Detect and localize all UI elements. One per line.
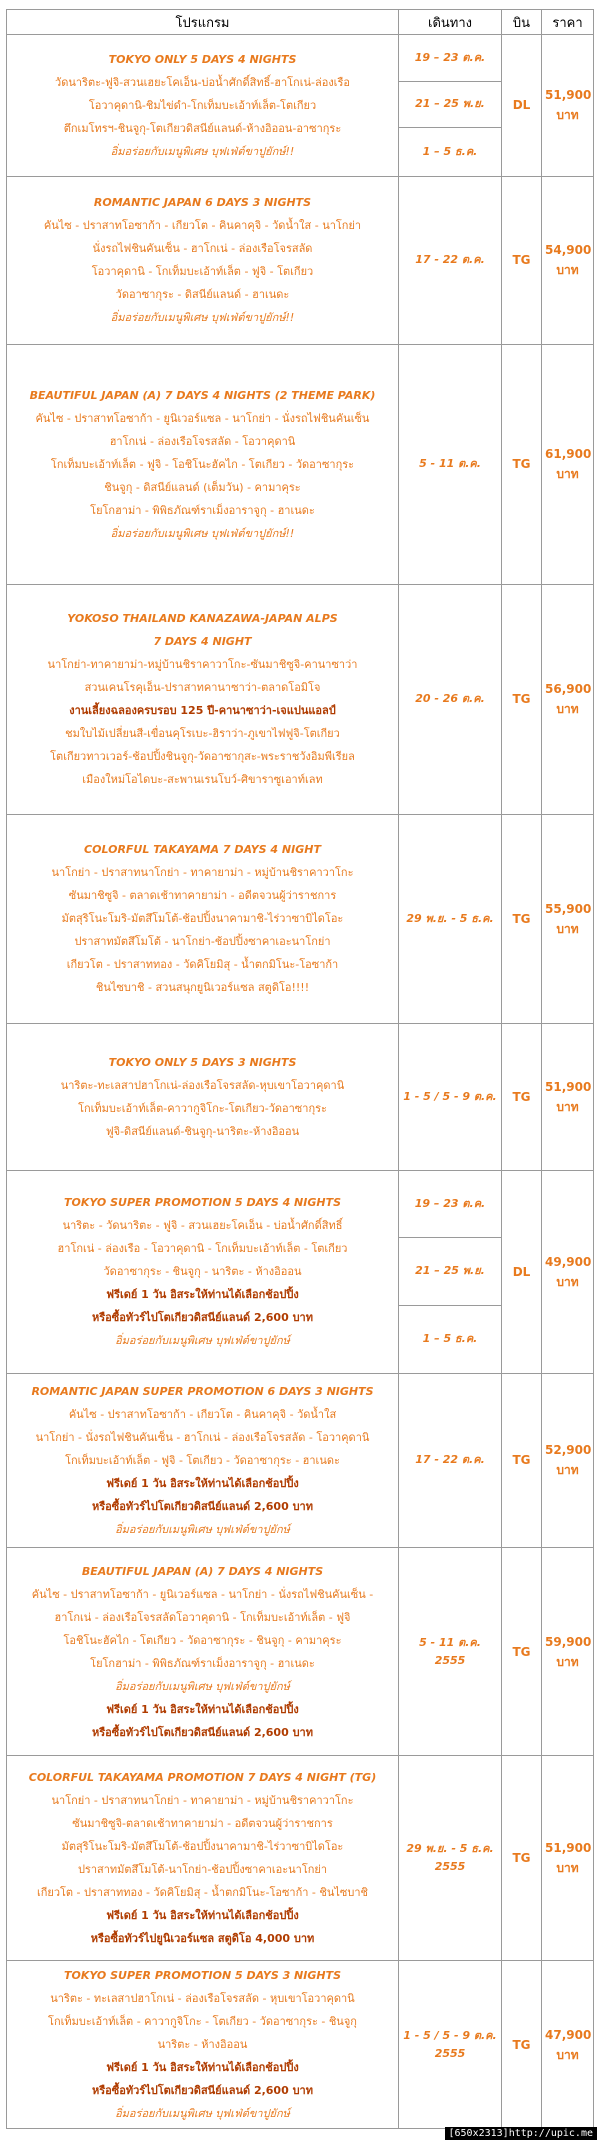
program-line: ปราสาทมัตสึโมโต้-นาโกย่า-ช้อปปิ้งซาคาเอะนาโกย่า [77, 1863, 328, 1877]
program-title: ROMANTIC JAPAN SUPER PROMOTION 6 DAYS 3 NIGHTS [31, 1384, 374, 1398]
price-unit: บาท [556, 1099, 579, 1114]
program-line: นาโกย่า - ปราสาทนาโกย่า - ทาคายาม่า - หมู่บ้านชิราคาวาโกะ [51, 1794, 354, 1808]
program-line: คันไซ - ปราสาทโอซาก้า - ยูนิเวอร์แซล - นาโกย่า - นั่งรถไฟชินคันเซ็น [35, 411, 370, 425]
departure-date: 1 - 5 / 5 - 9 ต.ค. [403, 2028, 497, 2042]
departure-date: 5 - 11 ต.ค. 2555 [419, 1635, 481, 1667]
program-line: อิ่มอร่อยกับเมนูพิเศษ บุฟเฟ่ต์ขาปูยักษ์ [115, 2107, 290, 2121]
program-line: อิ่มอร่อยกับเมนูพิเศษ บุฟเฟ่ต์ขาปูยักษ์ [115, 1679, 290, 1693]
departure-date-cell [399, 1023, 502, 1170]
program-line: วัดอาซากุระ - ชินจูกุ - นาริตะ - ห้างอิออน [103, 1265, 302, 1279]
program-line: อิ่มอร่อยกับเมนูพิเศษ บุฟเฟ่ต์ขาปูยักษ์ [115, 1522, 290, 1536]
price-unit: บาท [556, 702, 579, 717]
program-line: ซันมาชิซูจิ - ตลาดเช้าทาคายาม่า - อดีตจวนผู้ว่าราชการ [68, 889, 337, 903]
table-row [7, 1756, 594, 1961]
airline-cell: TG [502, 584, 542, 814]
price-value: 49,900 [545, 1254, 592, 1269]
price-unit: บาท [556, 1654, 579, 1669]
program-title: YOKOSO THAILAND KANAZAWA-JAPAN ALPS [67, 612, 338, 626]
program-line: โอวาคุดานิ-ชิมไข่ดำ-โกเท็มบะเอ้าท์เล็ต-โตเกียว [88, 98, 317, 112]
tour-price-table [6, 9, 594, 2129]
program-line: ปราสาทมัตสึโมโต้ - นาโกย่า-ช้อปปิ้งซาคาเอะนาโกย่า [74, 935, 331, 949]
price-cell [542, 1171, 594, 1374]
program-line: อิ่มอร่อยกับเมนูพิเศษ บุฟเฟ่ต์ขาปูยักษ์!! [110, 144, 295, 158]
price-value: 61,900 [545, 447, 592, 462]
program-title: COLORFUL TAKAYAMA PROMOTION 7 DAYS 4 NIGHT (TG) [28, 1771, 377, 1785]
program-line: ฟรีเดย์ 1 วัน อิสระให้ท่านได้เลือกช้อปปิ้ง [106, 1702, 299, 1716]
price-value: 47,900 [545, 2027, 592, 2042]
airline-cell: TG [502, 176, 542, 344]
departure-date: 21 – 25 พ.ย. [415, 97, 485, 111]
departure-date: 2555 [434, 1860, 466, 1874]
program-line: ชมใบไม้เปลี่ยนสี-เขื่อนคุโรเบะ-ฮิราว่า-ภูเขาไฟฟูจิ-โตเกียว [65, 727, 340, 741]
program-line: ฟรีเดย์ 1 วัน อิสระให้ท่านได้เลือกช้อปปิ้ง [106, 1288, 299, 1302]
program-line: มัตสุริโนะโมริ-มัตสึโมโต้-ช้อปปิ้งนาคามาชิ-ไร่วาซาบิไดโอะ [61, 1840, 344, 1854]
program-line: สวนเคนโรคุเอ็น-ปราสาทคานาซาว่า-ตลาดโอมิโจ [84, 681, 321, 695]
header-airline: บิน [502, 10, 542, 35]
departure-date-cell [399, 81, 502, 128]
program-line: เมืองใหม่โอไดบะ-สะพานเรนโบว์-ศิขาราซูเอาท์เลท [82, 773, 323, 787]
program-line: นาริตะ - ห้างอิออน [157, 2038, 248, 2052]
table-row [7, 344, 594, 584]
program-cell [7, 584, 399, 814]
departure-date: 5 - 11 ต.ค. [419, 457, 481, 471]
program-line: นั่งรถไฟชินคันเซ็น - ฮาโกเน่ - ล่องเรือโจรสลัด [92, 242, 313, 256]
program-line: โอวาคุดานิ - โกเท็มบะเอ้าท์เล็ต - ฟูจิ - โตเกียว [91, 265, 314, 279]
program-line: คันไซ - ปราสาทโอซาก้า - ยูนิเวอร์แซล - นาโกย่า - นั่งรถไฟชินคันเซ็น - [31, 1587, 374, 1601]
price-unit: บาท [556, 467, 579, 482]
program-cell [7, 814, 399, 1023]
program-cell [7, 1171, 399, 1374]
program-line: 7 DAYS 4 NIGHT [153, 635, 252, 649]
program-title: BEAUTIFUL JAPAN (A) 7 DAYS 4 NIGHTS [81, 1564, 324, 1578]
departure-date-cell [399, 35, 502, 82]
table-row [7, 1023, 594, 1170]
program-line: ชินจูกุ - ดิสนีย์แลนด์ (เต็มวัน) - คามาคุระ [104, 480, 301, 494]
price-cell [542, 176, 594, 344]
program-line: เกียวโต - ปราสาททอง - วัดคิโยมิสุ - น้ำตกมิโนะ-โอซาก้า - ชินไซบาชิ [36, 1886, 369, 1900]
departure-date-cell [399, 814, 502, 1023]
program-line: ฮาโกเน่ - ล่องเรือโจรสลัดโอวาคุดานิ - โกเท็มบะเอ้าท์เล็ต - ฟูจิ [54, 1610, 351, 1624]
program-line: ตึกเมโทรฯ-ชินจูกุ-โตเกียวดิสนีย์แลนด์-ห้างอิออน-อาซากุระ [63, 121, 342, 135]
program-line: ฟรีเดย์ 1 วัน อิสระให้ท่านได้เลือกช้อปปิ้ง [106, 1476, 299, 1490]
program-line: หรือซื้อทัวร์ไปโตเกียวดิสนีย์แลนด์ 2,600 บาท [92, 1311, 313, 1325]
program-line: ฮาโกเน่ - ล่องเรือโจรสลัด - โอวาคุดานิ [109, 434, 296, 448]
departure-date-cell [399, 584, 502, 814]
table-row [7, 584, 594, 814]
departure-date: 21 – 25 พ.ย. [415, 1264, 485, 1278]
price-cell [542, 814, 594, 1023]
program-line: คันไซ - ปราสาทโอซาก้า - เกียวโต - คินคาคุจิ - วัดน้ำใส [68, 1407, 337, 1421]
departure-date: 1 - 5 / 5 - 9 ต.ค. [403, 1089, 497, 1103]
price-value: 51,900 [545, 1079, 592, 1094]
program-cell [7, 1756, 399, 1961]
program-line: นาโกย่า - นั่งรถไฟชินคันเซ็น - ฮาโกเน่ - ล่องเรือโจรสลัด - โอวาคุดานิ [35, 1430, 370, 1444]
departure-date-cell [399, 1305, 502, 1373]
table-header-row [7, 10, 594, 35]
program-line: เกียวโต - ปราสาททอง - วัดคิโยมิสุ - น้ำตกมิโนะ-โอซาก้า [66, 958, 339, 972]
header-price: ราคา [542, 10, 594, 35]
departure-date-cell [399, 344, 502, 584]
program-title: ROMANTIC JAPAN 6 DAYS 3 NIGHTS [93, 196, 312, 210]
price-cell [542, 35, 594, 177]
departure-date: 20 - 26 ต.ค. [415, 692, 485, 706]
price-value: 51,900 [545, 1841, 592, 1856]
program-cell [7, 176, 399, 344]
airline-cell: TG [502, 1023, 542, 1170]
departure-date: 19 – 23 ต.ค. [414, 1197, 486, 1211]
price-cell [542, 1373, 594, 1547]
airline-cell: TG [502, 814, 542, 1023]
departure-date-cell [399, 128, 502, 177]
program-line: ซันมาชิซูจิ-ตลาดเช้าทาคายาม่า - อดีตจวนผู้ว่าราชการ [72, 1817, 333, 1831]
program-line: อิ่มอร่อยกับเมนูพิเศษ บุฟเฟ่ต์ขาปูยักษ์!! [110, 311, 295, 325]
program-line: งานเลี้ยงฉลองครบรอบ 125 ปี-คานาซาว่า-เจแปนแอลป์ [69, 704, 336, 718]
program-line: วัดนาริตะ-ฟูจิ-สวนเฮยะโคเอ็น-บ่อน้ำศักดิ์สิทธิ์-ฮาโกเน่-ล่องเรือ [55, 75, 350, 89]
table-row [7, 35, 594, 82]
program-line: หรือซื้อทัวร์ไปโตเกียวดิสนีย์แลนด์ 2,600 บาท [92, 1725, 313, 1739]
price-unit: บาท [556, 1861, 579, 1876]
airline-cell: TG [502, 1756, 542, 1961]
program-title: COLORFUL TAKAYAMA 7 DAYS 4 NIGHT [84, 843, 321, 857]
departure-date: 29 พ.ย. - 5 ธ.ค. [406, 1842, 494, 1856]
price-cell [542, 344, 594, 584]
price-unit: บาท [556, 1463, 579, 1478]
program-title: TOKYO SUPER PROMOTION 5 DAYS 3 NIGHTS [63, 1969, 342, 1983]
price-value: 52,900 [545, 1443, 592, 1458]
price-cell [542, 1756, 594, 1961]
program-line: หรือซื้อทัวร์ไปโตเกียวดิสนีย์แลนด์ 2,600 บาท [92, 2084, 313, 2098]
program-line: โกเท็มบะเอ้าท์เล็ต - คาวากูจิโกะ - โตเกียว - วัดอาซากุระ - ชินจูกุ [48, 2015, 357, 2029]
departure-date: 29 พ.ย. - 5 ธ.ค. [406, 911, 494, 925]
departure-date-cell [399, 1547, 502, 1755]
program-line: โอชิโนะฮัคไก - โตเกียว - วัดอาซากุระ - ชินจูกุ - คามาคุระ [63, 1633, 342, 1647]
departure-date: 1 – 5 ธ.ค. [422, 145, 478, 159]
program-line: ฟรีเดย์ 1 วัน อิสระให้ท่านได้เลือกช้อปปิ้ง [106, 2061, 299, 2075]
program-line: ชินไซบาชิ - สวนสนุกยูนิเวอร์แซล สตูดิโอ!!!! [95, 981, 310, 995]
program-line: คันไซ - ปราสาทโอซาก้า - เกียวโต - คินคาคุจิ - วัดน้ำใส - นาโกย่า [43, 219, 362, 233]
program-line: โยโกฮาม่า - พิพิธภัณฑ์ราเม็งอาราจูกุ - ฮาเนดะ [90, 503, 315, 517]
price-value: 54,900 [545, 243, 592, 258]
program-title: BEAUTIFUL JAPAN (A) 7 DAYS 4 NIGHTS (2 THEME PARK) [29, 388, 376, 402]
departure-date-cell [399, 1373, 502, 1547]
watermark: [650x2313]http://upic.me [445, 2127, 598, 2140]
airline-cell: DL [502, 35, 542, 177]
price-value: 59,900 [545, 1634, 592, 1649]
departure-date-cell [399, 1238, 502, 1305]
program-line: หรือซื้อทัวร์ไปยูนิเวอร์แซล สตูดิโอ 4,000 บาท [90, 1932, 315, 1946]
program-line: ฮาโกเน่ - ล่องเรือ - โอวาคุดานิ - โกเท็มบะเอ้าท์เล็ต - โตเกียว [57, 1242, 348, 1256]
departure-date: 17 - 22 ต.ค. [415, 1453, 485, 1467]
price-unit: บาท [556, 1274, 579, 1289]
airline-cell: TG [502, 1961, 542, 2129]
program-cell [7, 1547, 399, 1755]
departure-date: 1 – 5 ธ.ค. [422, 1332, 478, 1346]
airline-cell: DL [502, 1171, 542, 1374]
program-line: โตเกียวทาวเวอร์-ช้อปปิ้งชินจูกุ-วัดอาซากุสะ-พระราชวังอิมพีเรียล [50, 750, 355, 764]
program-line: วัดอาซากุระ - ดิสนีย์แลนด์ - ฮาเนดะ [115, 288, 290, 302]
program-line: มัตสุริโนะโมริ-มัตสึโมโต้-ช้อปปิ้งนาคามาชิ-ไร่วาซาบิไดโอะ [61, 912, 344, 926]
program-cell [7, 1373, 399, 1547]
program-cell [7, 35, 399, 177]
departure-date-cell [399, 1961, 502, 2129]
price-unit: บาท [556, 263, 579, 278]
price-value: 55,900 [545, 901, 592, 916]
program-line: นาริตะ - ทะเลสาปฮาโกเน่ - ล่องเรือโจรสลัด - หุบเขาโอวาคุดานิ [50, 1992, 355, 2006]
table-row [7, 814, 594, 1023]
price-cell [542, 584, 594, 814]
price-unit: บาท [556, 2047, 579, 2062]
program-line: โกเท็มบะเอ้าท์เล็ต - ฟูจิ - โอชิโนะฮัคไก - โตเกียว - วัดอาซากุระ [50, 457, 355, 471]
price-unit: บาท [556, 108, 579, 123]
program-cell [7, 1023, 399, 1170]
price-cell [542, 1547, 594, 1755]
program-cell [7, 344, 399, 584]
departure-date-cell [399, 1756, 502, 1961]
price-unit: บาท [556, 921, 579, 936]
header-program: โปรแกรม [7, 10, 399, 35]
price-value: 51,900 [545, 88, 592, 103]
program-line: นาริตะ-ทะเลสาปฮาโกเน่-ล่องเรือโจรสลัด-หุบเขาโอวาคุดานิ [60, 1078, 345, 1092]
program-title: TOKYO ONLY 5 DAYS 4 NIGHTS [108, 52, 297, 66]
program-line: ฟรีเดย์ 1 วัน อิสระให้ท่านได้เลือกช้อปปิ้ง [106, 1909, 299, 1923]
table-row [7, 176, 594, 344]
program-line: โกเท็มบะเอ้าท์เล็ต - ฟูจิ - โตเกียว - วัดอาซากุระ - ฮาเนดะ [65, 1453, 340, 1467]
departure-date: 2555 [434, 2046, 466, 2060]
program-cell [7, 1961, 399, 2129]
price-cell [542, 1961, 594, 2129]
price-value: 56,900 [545, 682, 592, 697]
departure-date-cell [399, 1171, 502, 1238]
table-body [7, 35, 594, 2129]
departure-date-cell [399, 176, 502, 344]
program-line: อิ่มอร่อยกับเมนูพิเศษ บุฟเฟ่ต์ขาปูยักษ์ [115, 1334, 290, 1348]
table-row [7, 1961, 594, 2129]
table-row [7, 1171, 594, 1238]
airline-cell: TG [502, 344, 542, 584]
program-line: อิ่มอร่อยกับเมนูพิเศษ บุฟเฟ่ต์ขาปูยักษ์!! [110, 526, 295, 540]
airline-cell: TG [502, 1373, 542, 1547]
program-line: ฟูจิ-ดิสนีย์แลนด์-ชินจูกุ-นาริตะ-ห้างอิออน [105, 1124, 300, 1138]
program-line: โกเท็มบะเอ้าท์เล็ต-คาวากูจิโกะ-โตเกียว-วัดอาซากุระ [78, 1101, 327, 1115]
price-cell [542, 1023, 594, 1170]
departure-date: 19 – 23 ต.ค. [414, 50, 486, 64]
program-line: นาโกย่า - ปราสาทนาโกย่า - ทาคายาม่า - หมู่บ้านชิราคาวาโกะ [51, 866, 354, 880]
airline-cell: TG [502, 1547, 542, 1755]
program-title: TOKYO ONLY 5 DAYS 3 NIGHTS [108, 1055, 297, 1069]
program-line: นาริตะ - วัดนาริตะ - ฟูจิ - สวนเฮยะโคเอ็น - บ่อน้ำศักดิ์สิทธิ์ [62, 1219, 343, 1233]
header-departure: เดินทาง [399, 10, 502, 35]
table-row [7, 1547, 594, 1755]
program-line: โยโกฮาม่า - พิพิธภัณฑ์ราเม็งอาราจูกุ - ฮาเนดะ [90, 1656, 315, 1670]
departure-date: 17 - 22 ต.ค. [415, 253, 485, 267]
program-title: TOKYO SUPER PROMOTION 5 DAYS 4 NIGHTS [63, 1196, 342, 1210]
program-line: หรือซื้อทัวร์ไปโตเกียวดิสนีย์แลนด์ 2,600 บาท [92, 1499, 313, 1513]
program-line: นาโกย่า-ทาคายาม่า-หมู่บ้านชิราคาวาโกะ-ซันมาชิซูจิ-คานาซาว่า [47, 658, 358, 672]
table-row [7, 1373, 594, 1547]
